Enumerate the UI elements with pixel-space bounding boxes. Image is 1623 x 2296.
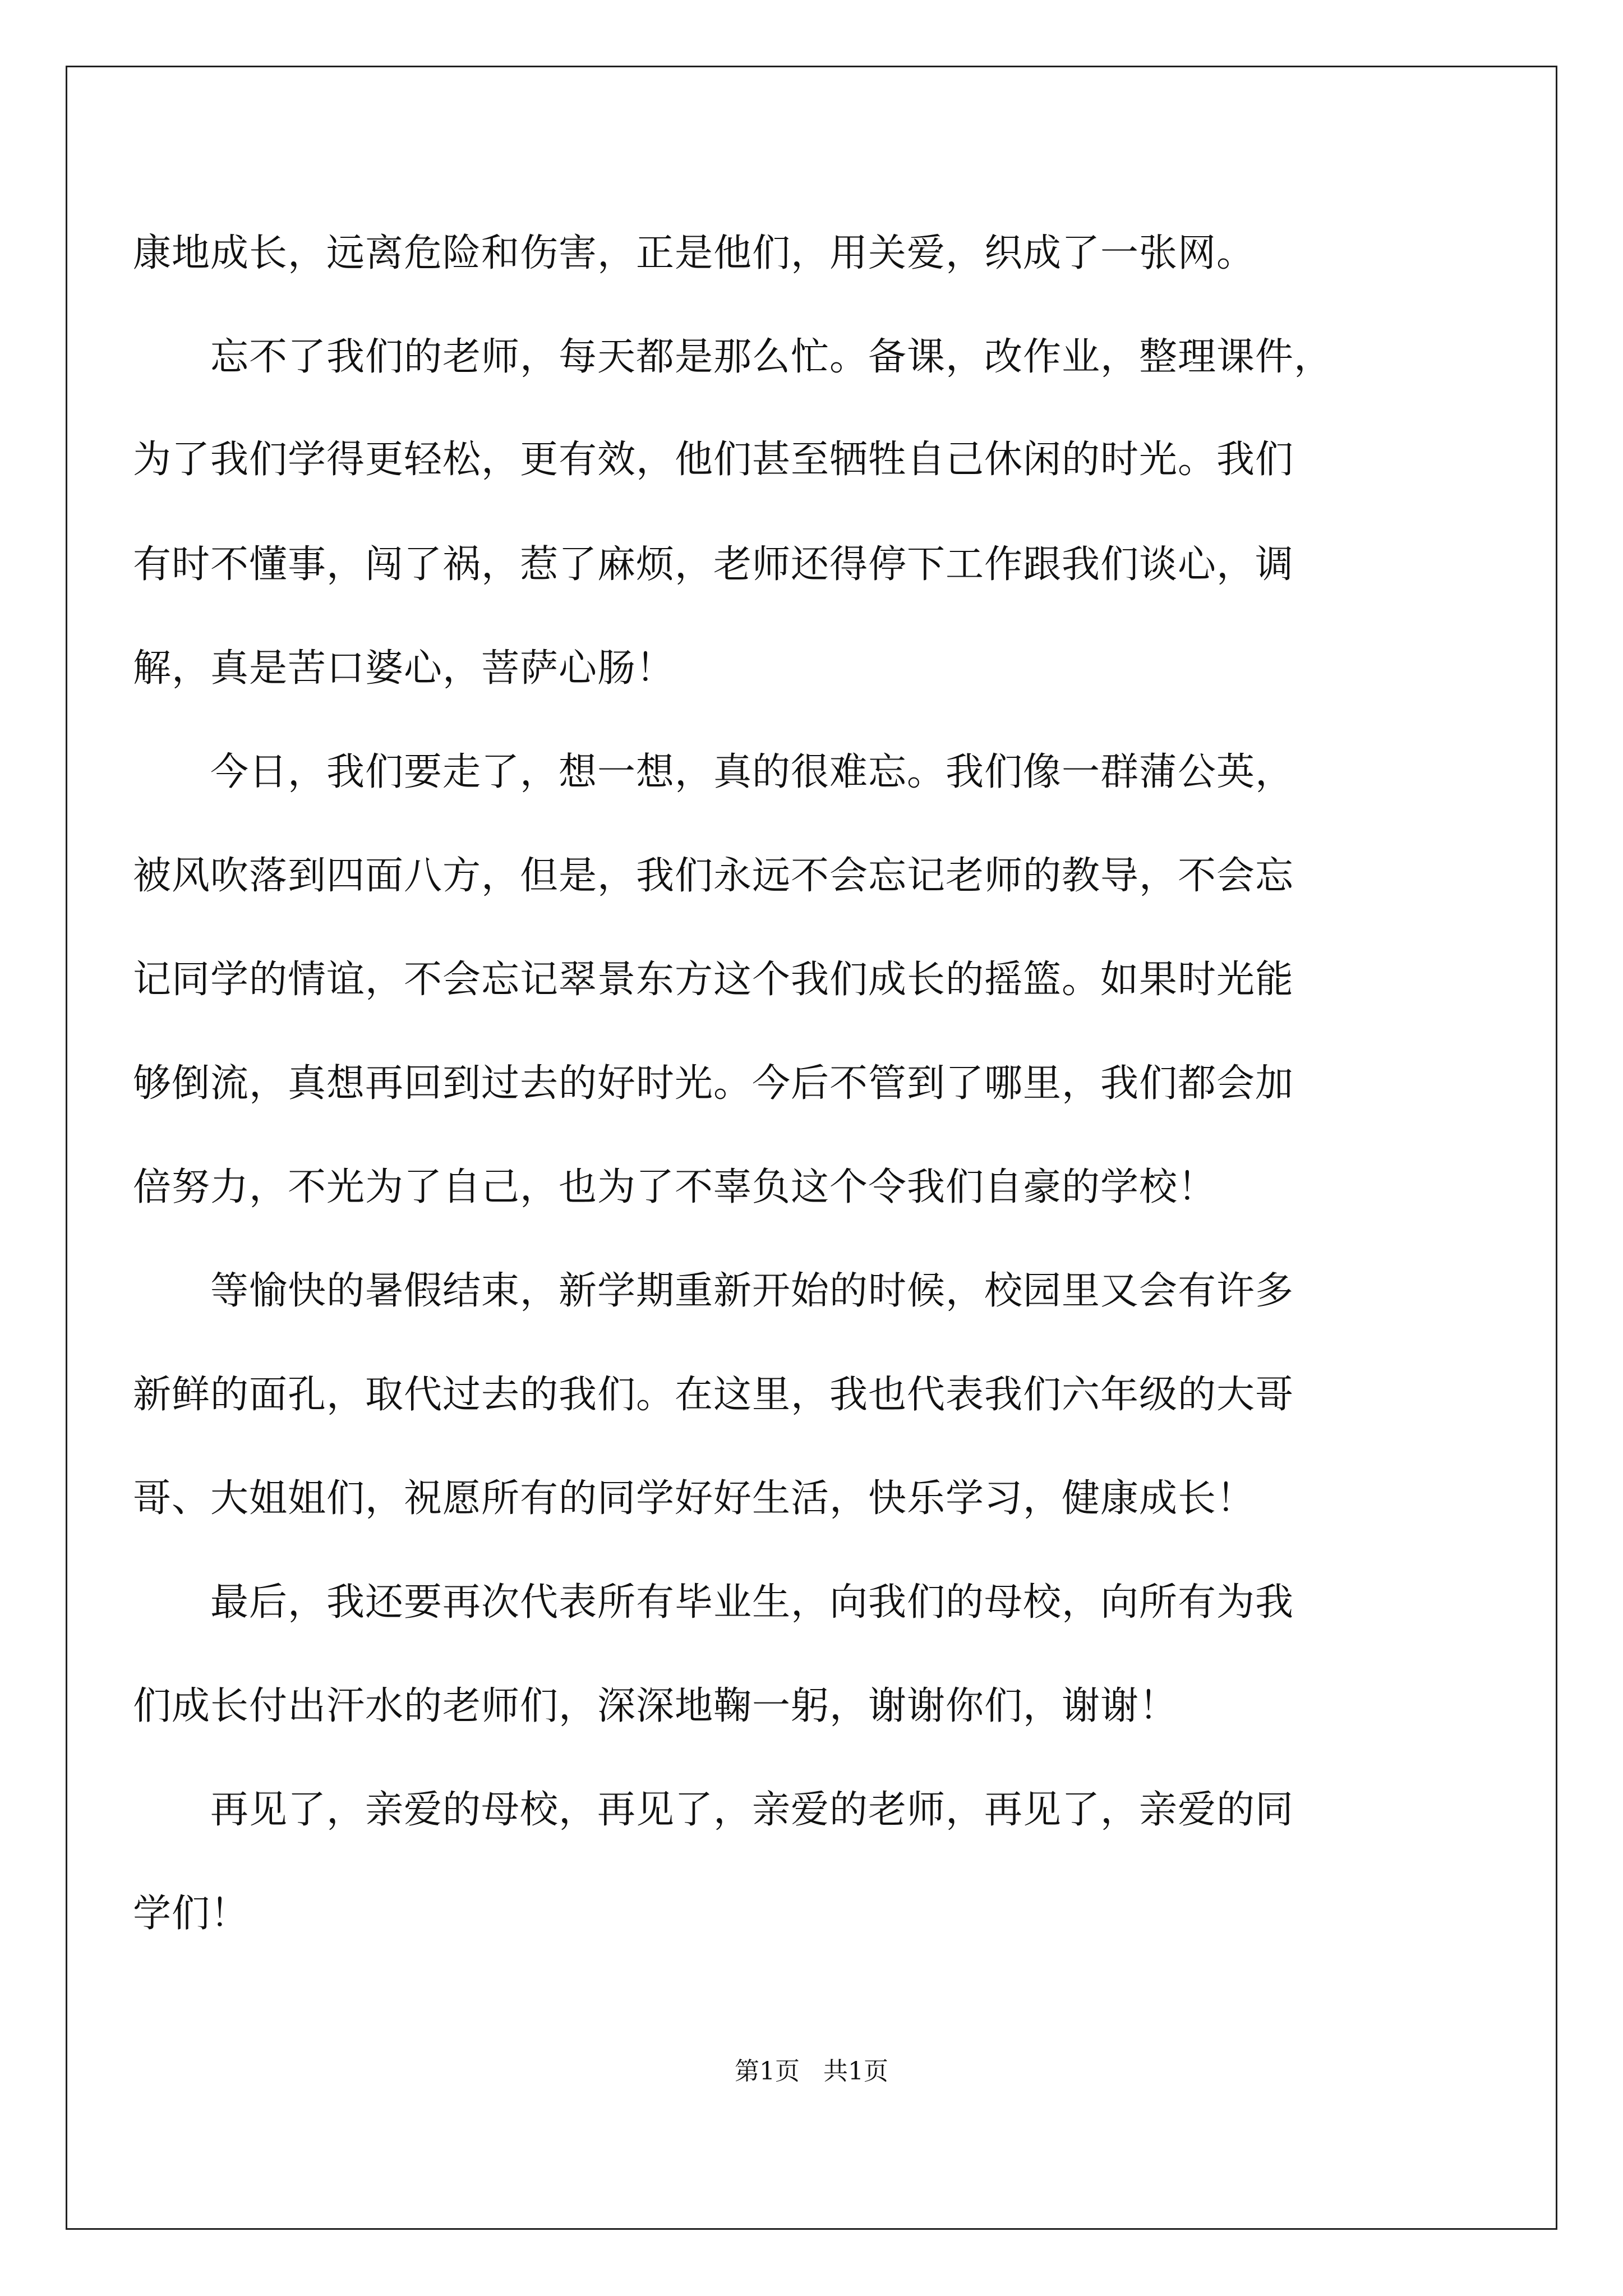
text-line: 今日，我们要走了，想一想，真的很难忘。我们像一群蒲公英， <box>133 750 1294 794</box>
text-line: 新鲜的面孔，取代过去的我们。在这里，我也代表我们六年级的大哥 <box>133 1373 1294 1417</box>
text-line: 为了我们学得更轻松，更有效，他们甚至牺牲自己休闲的时光。我们 <box>133 438 1294 482</box>
text-line: 有时不懂事，闯了祸，惹了麻烦，老师还得停下工作跟我们谈心，调 <box>133 542 1294 587</box>
page-number: 第1页 <box>735 2057 800 2086</box>
text-line: 等愉快的暑假结束，新学期重新开始的时候，校园里又会有许多 <box>133 1269 1294 1313</box>
text-line: 够倒流，真想再回到过去的好时光。今后不管到了哪里，我们都会加 <box>133 1061 1294 1106</box>
page-total: 共1页 <box>823 2057 888 2086</box>
text-line: 们成长付出汗水的老师们，深深地鞠一躬，谢谢你们，谢谢！ <box>133 1684 1178 1728</box>
text-line: 最后，我还要再次代表所有毕业生，向我们的母校，向所有为我 <box>133 1580 1294 1625</box>
text-line: 忘不了我们的老师，每天都是那么忙。备课，改作业，整理课件， <box>133 335 1333 379</box>
text-line: 记同学的情谊，不会忘记翠景东方这个我们成长的摇篮。如果时光能 <box>133 958 1294 1002</box>
text-line: 解，真是苦口婆心，菩萨心肠！ <box>133 646 675 691</box>
text-line: 倍努力，不光为了自己，也为了不辜负这个令我们自豪的学校！ <box>133 1165 1217 1209</box>
text-line: 学们！ <box>133 1892 250 1936</box>
text-line: 再见了，亲爱的母校，再见了，亲爱的老师，再见了，亲爱的同 <box>133 1788 1294 1832</box>
text-line: 哥、大姐姐们，祝愿所有的同学好好生活，快乐学习，健康成长！ <box>133 1476 1256 1521</box>
text-line: 康地成长，远离危险和伤害，正是他们，用关爱，织成了一张网。 <box>133 231 1256 275</box>
page-footer <box>0 2056 1623 2087</box>
page-border <box>66 66 1557 2230</box>
text-line: 被风吹落到四面八方，但是，我们永远不会忘记老师的教导，不会忘 <box>133 854 1294 898</box>
